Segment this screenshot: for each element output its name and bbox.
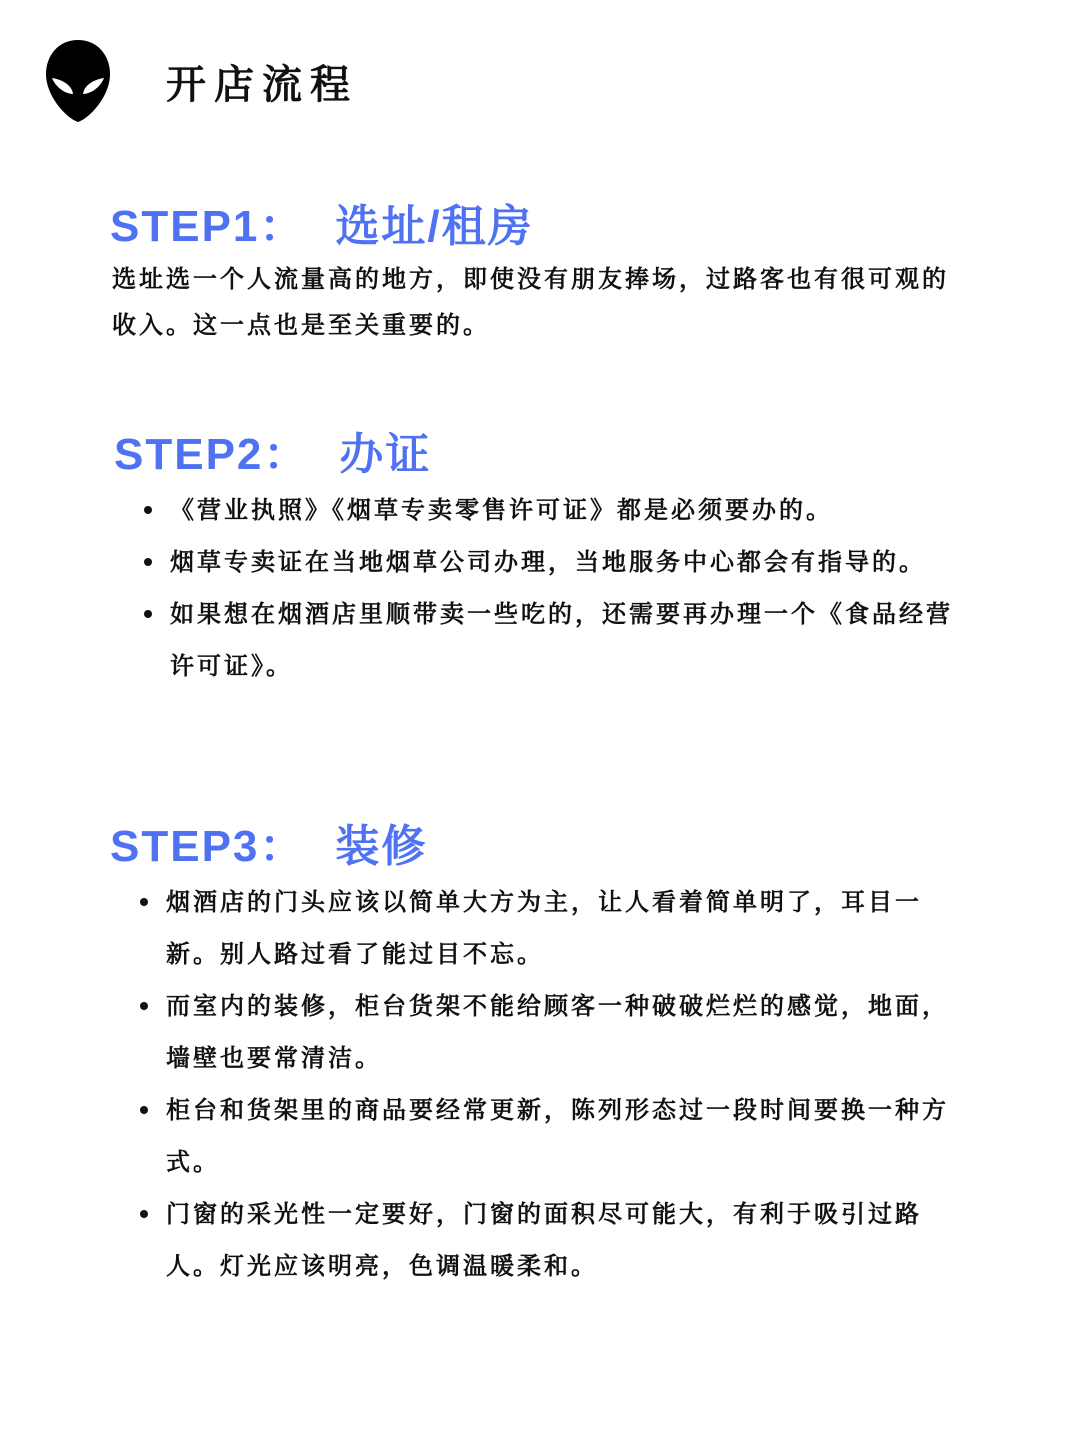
list-item-text: 门窗的采光性一定要好，门窗的面积尽可能大，有利于吸引过路人。灯光应该明亮，色调温暖柔和。 <box>166 1200 922 1280</box>
bullet-dot <box>140 898 148 906</box>
step-label: STEP1 <box>110 202 260 251</box>
bullet-dot <box>144 610 152 618</box>
step-colon: ： <box>259 202 306 251</box>
list-item-text: 《营业执照》《烟草专卖零售许可证》都是必须要办的。 <box>170 496 833 524</box>
step2-heading <box>114 418 431 482</box>
step-colon: ： <box>263 430 310 479</box>
list-item <box>140 876 962 980</box>
step3-heading <box>110 810 427 874</box>
bullet-dot <box>140 1002 148 1010</box>
step1-paragraph: 选址选一个人流量高的地方，即使没有朋友捧场，过路客也有很可观的收入。这一点也是至关重要的。 <box>112 265 949 339</box>
list-item <box>144 588 964 692</box>
step-label: STEP3 <box>110 822 260 871</box>
step2-list <box>144 484 964 692</box>
bullet-dot <box>140 1210 148 1218</box>
list-item <box>140 1188 962 1292</box>
list-item-text: 如果想在烟酒店里顺带卖一些吃的，还需要再办理一个《食品经营许可证》。 <box>170 600 953 680</box>
step-colon: ： <box>259 822 306 871</box>
list-item-text: 烟草专卖证在当地烟草公司办理，当地服务中心都会有指导的。 <box>170 548 926 576</box>
list-item-text: 柜台和货架里的商品要经常更新，陈列形态过一段时间要换一种方式。 <box>166 1096 949 1176</box>
list-item-text: 而室内的装修，柜台货架不能给顾客一种破破烂烂的感觉，地面，墙壁也要常清洁。 <box>166 992 949 1072</box>
step1-heading <box>110 190 534 254</box>
bullet-dot <box>144 558 152 566</box>
step-title: 装修 <box>335 822 428 871</box>
page-header <box>46 38 358 124</box>
step-title: 选址/租房 <box>335 202 534 251</box>
page-title: 开店流程 <box>166 61 358 108</box>
bullet-dot <box>144 506 152 514</box>
list-item <box>140 1084 962 1188</box>
list-item-text: 烟酒店的门头应该以简单大方为主，让人看着简单明了，耳目一新。别人路过看了能过目不忘。 <box>166 888 922 968</box>
step-label: STEP2 <box>114 430 264 479</box>
list-item <box>140 980 962 1084</box>
list-item <box>144 536 964 588</box>
list-item <box>144 484 964 536</box>
step3-list <box>140 876 962 1292</box>
step-title: 办证 <box>339 430 432 479</box>
bullet-dot <box>140 1106 148 1114</box>
alien-head-icon <box>46 38 110 124</box>
